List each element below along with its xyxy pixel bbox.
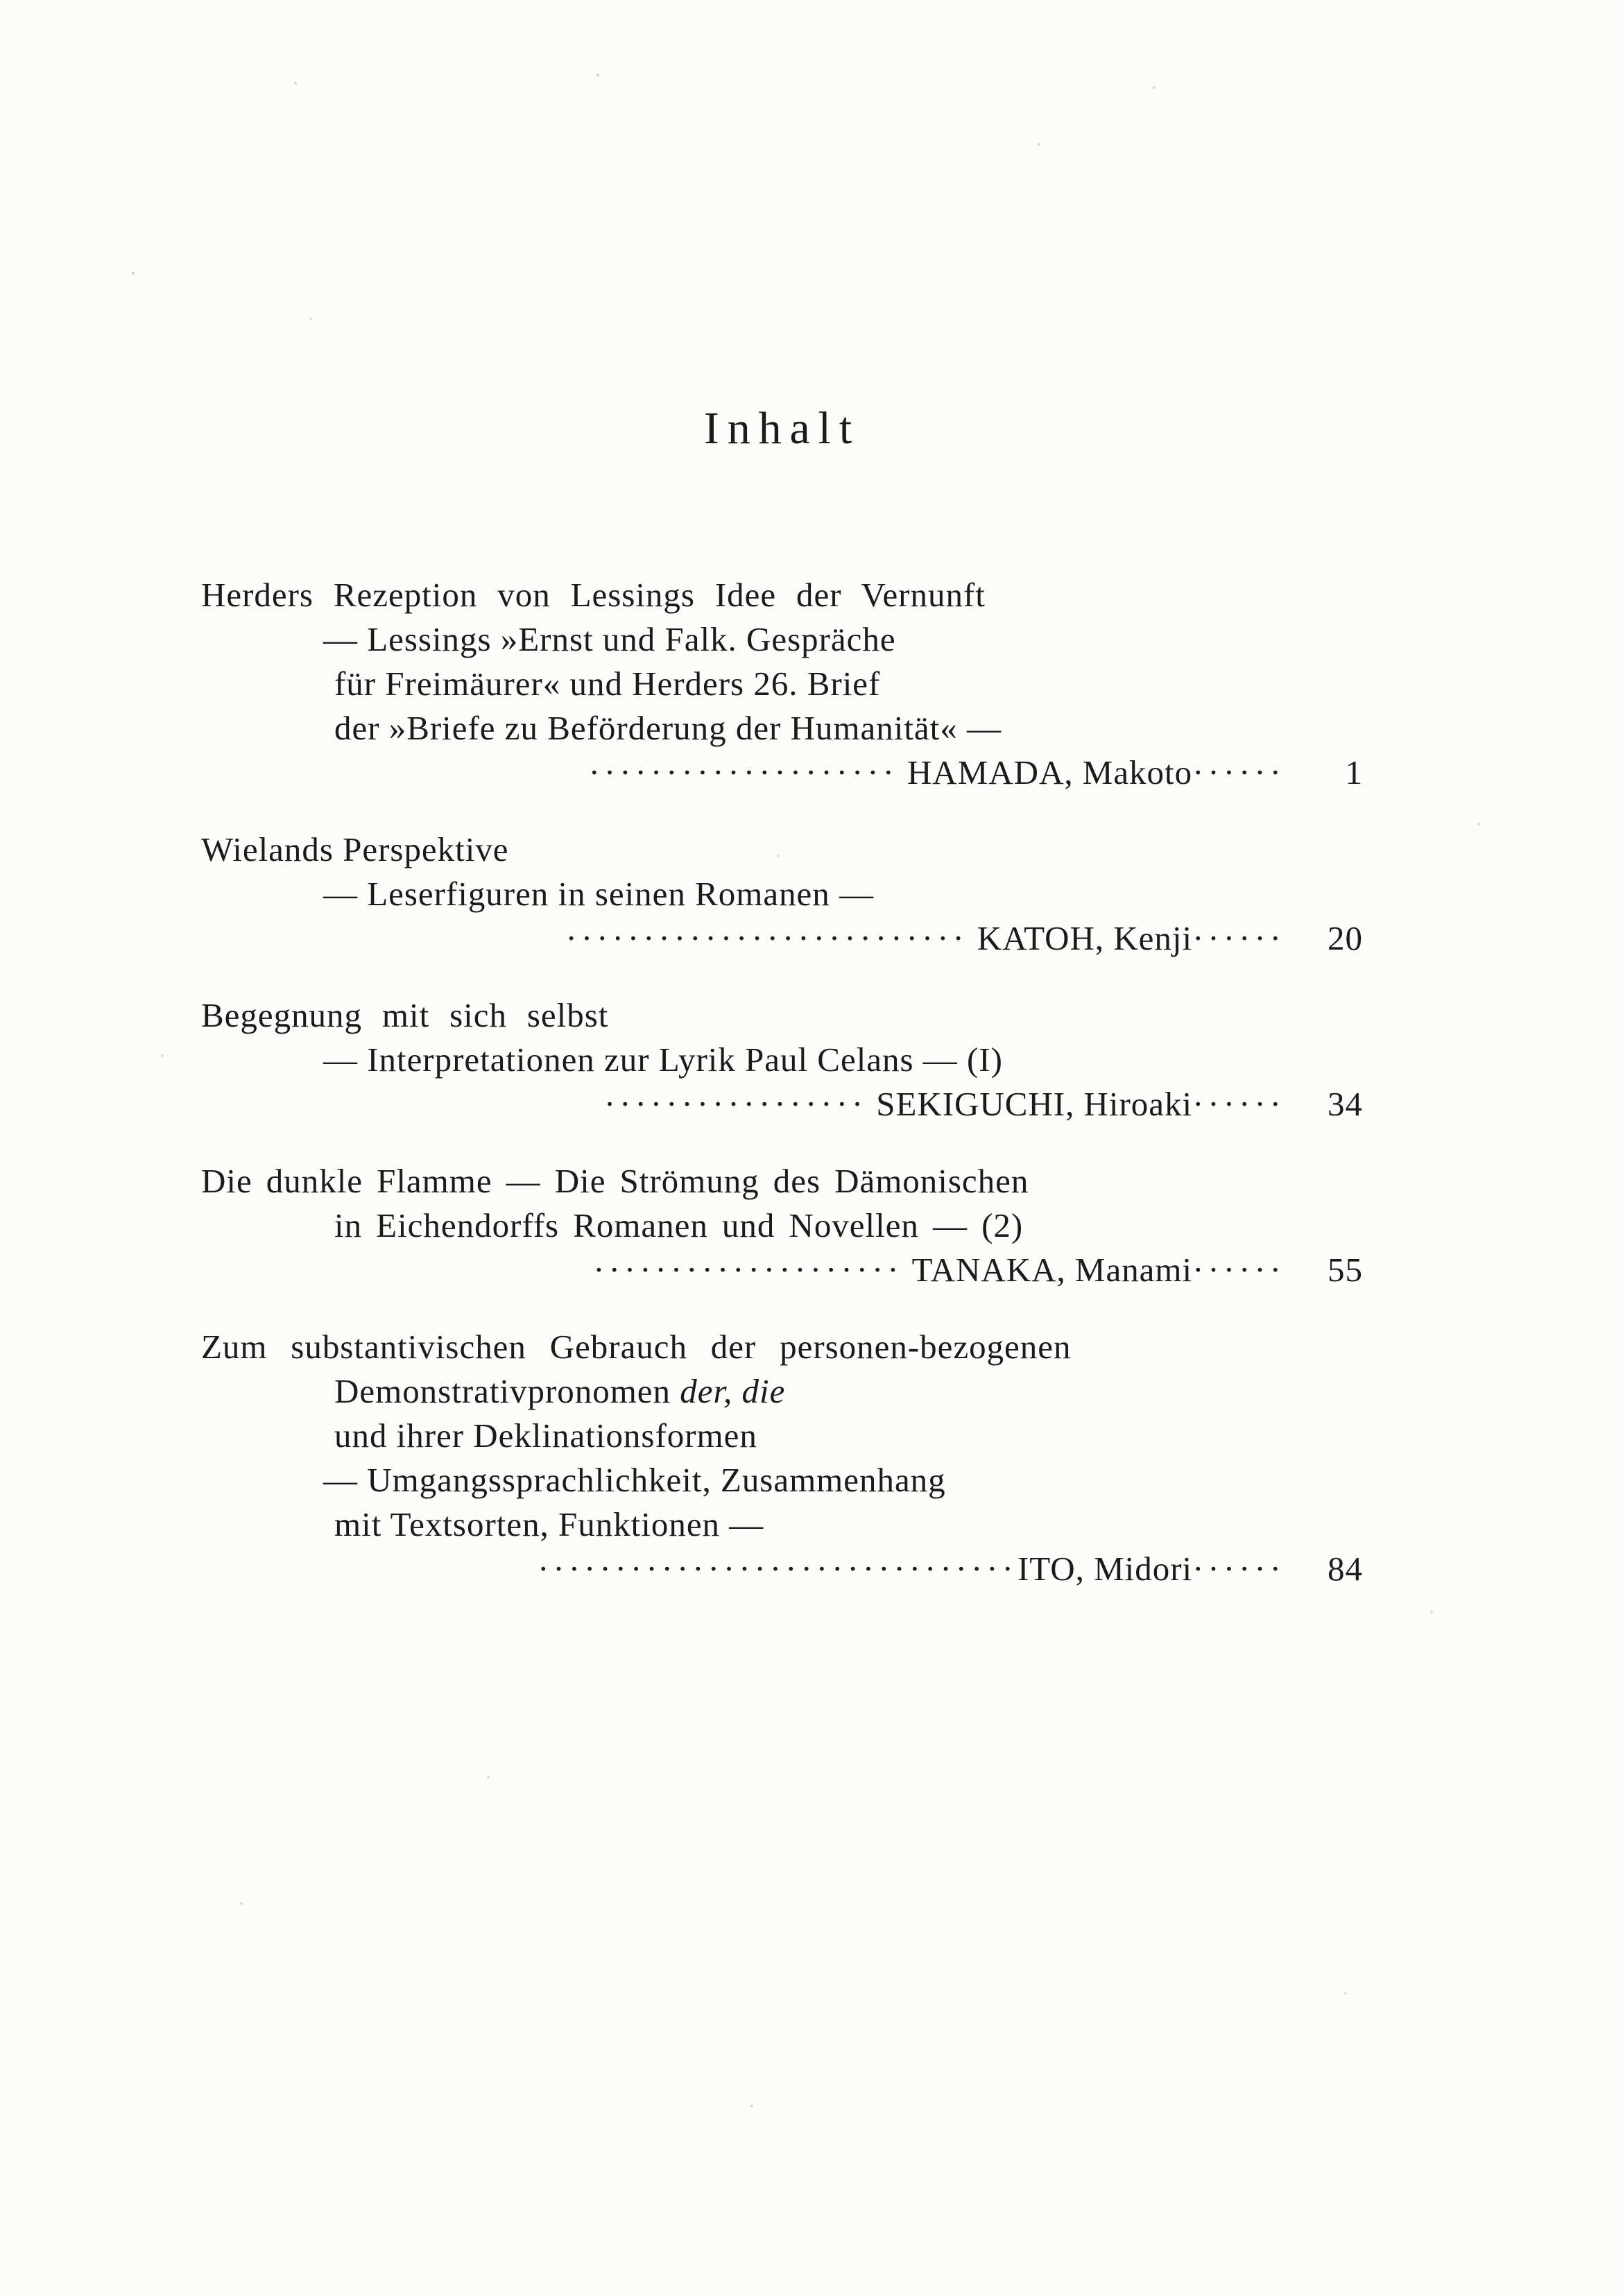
author-line <box>201 916 1363 961</box>
subtitle-italic-text: der, die <box>680 1372 786 1410</box>
author-line <box>201 1547 1363 1591</box>
author-name: HAMADA, Makoto <box>907 753 1193 791</box>
dot-leader: ···················· <box>593 1251 903 1289</box>
entry-title-line: Zum substantivischen Gebrauch der personen-bezogenen <box>201 1328 1072 1366</box>
content-column <box>201 0 1363 1591</box>
dot-trail: ······ <box>1192 1085 1285 1123</box>
dot-trail: ······ <box>1192 1251 1285 1289</box>
entry-title-line: Begegnung mit sich selbst <box>201 996 609 1034</box>
entry-subtitle-line: der »Briefe zu Beförderung der Humanität« — <box>334 709 1002 747</box>
dot-trail: ······ <box>1192 753 1285 791</box>
dot-leader: ······························· <box>538 1550 1017 1588</box>
author-name: ITO, Midori <box>1017 1550 1193 1588</box>
author-name: SEKIGUCHI, Hiroaki <box>876 1085 1193 1123</box>
toc-list <box>201 573 1363 1591</box>
author-line <box>201 1248 1363 1292</box>
entry-title-line: Die dunkle Flamme — Die Strömung des Dämonischen <box>201 1162 1029 1200</box>
toc-entry-katoh <box>201 828 1363 961</box>
toc-entry-ito <box>201 1325 1363 1591</box>
toc-entry-hamada <box>201 573 1363 795</box>
dot-trail: ······ <box>1192 919 1285 957</box>
entry-title-line: Herders Rezeption von Lessings Idee der Vernunft <box>201 576 986 614</box>
page-number: 20 <box>1328 919 1363 957</box>
page-number: 55 <box>1328 1251 1363 1289</box>
page-title: Inhalt <box>703 403 861 454</box>
dot-leader: ················· <box>603 1085 868 1123</box>
entry-subtitle-line: in Eichendorffs Romanen und Novellen — (2) <box>334 1206 1024 1244</box>
subtitle-text: Demonstrativpronomen <box>334 1372 680 1410</box>
page-number: 84 <box>1328 1550 1363 1588</box>
dot-trail: ······ <box>1192 1550 1285 1588</box>
entry-subtitle-line: mit Textsorten, Funktionen — <box>334 1505 764 1543</box>
entry-subtitle-line: — Umgangssprachlichkeit, Zusammenhang <box>323 1461 946 1499</box>
toc-entry-sekiguchi <box>201 993 1363 1126</box>
dot-leader: ·························· <box>565 919 968 957</box>
entry-subtitle-line: und ihrer Deklinationsformen <box>334 1416 757 1455</box>
entry-title-line: Wielands Perspektive <box>201 830 509 868</box>
entry-subtitle-line <box>201 1369 1363 1414</box>
toc-entry-tanaka <box>201 1159 1363 1292</box>
entry-subtitle-line: für Freimäurer« und Herders 26. Brief <box>334 665 881 703</box>
page-number: 1 <box>1345 753 1363 791</box>
dot-leader: ···················· <box>588 753 898 791</box>
author-line <box>201 751 1363 795</box>
entry-subtitle-line: — Leserfiguren in seinen Romanen — <box>323 875 874 913</box>
author-name: KATOH, Kenji <box>977 919 1193 957</box>
page-number: 34 <box>1328 1085 1363 1123</box>
scan-speckles <box>0 0 3 3</box>
author-line <box>201 1082 1363 1126</box>
entry-subtitle-line: — Interpretationen zur Lyrik Paul Celans — (I) <box>323 1040 1003 1079</box>
author-name: TANAKA, Manami <box>911 1251 1193 1289</box>
entry-subtitle-line: — Lessings »Ernst und Falk. Gespräche <box>323 620 896 658</box>
